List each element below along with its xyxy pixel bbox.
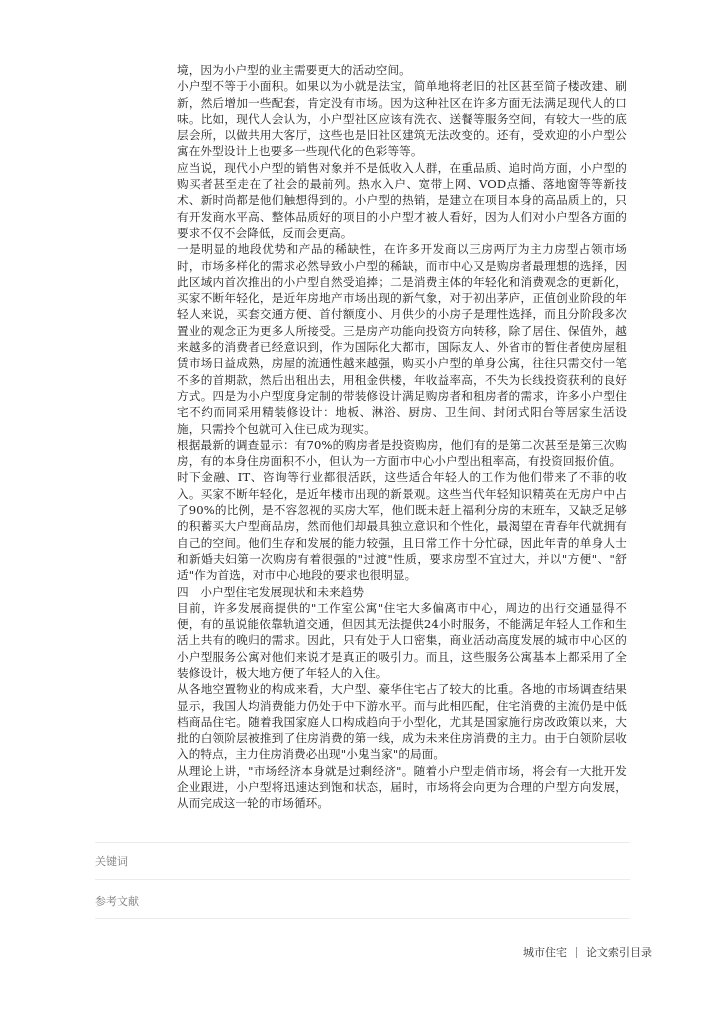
article-paragraph: 应当说，现代小户型的销售对象并不是低收入人群，在重品质、追时尚方面，小户型的购买者甚至走在了社会的最前列。热水入户、宽带上网、VOD点播、落地窗等等新技术、新时尚都是他们触想得到的。小户型的热销，是建立在项目本身的高品质上的，只有开发商水平高、整体品质好的项目的小户型才被人看好，因为人们对小户型各方面的要求不仅不会降低，反而会更高。: [177, 160, 627, 240]
divider-bottom: [95, 918, 630, 919]
divider-top: [95, 842, 630, 843]
divider-middle: [95, 879, 630, 880]
article-body: [177, 62, 627, 812]
article-paragraph: 从各地空置物业的构成来看，大户型、豪华住宅占了较大的比重。各地的市场调查结果显示，我国人均消费能力仍处于中下游水平。而与此相匹配，住宅消费的主流仍是中低档商品住宅。随着我国家庭人口构成趋向于小型化，尤其是国家施行房改政策以来，大批的白领阶层被推到了住房消费的第一线，成为未来住房消费的主力。由于白领阶层收入的特点，主力住房消费必出现"小鬼当家"的局面。: [177, 682, 627, 762]
article-paragraph: 根据最新的调查显示：有70%的购房者是投资购房，他们有的是第二次甚至是第三次购房，有的本身住房面积不小，但认为一方面市中心小户型出租率高，有投资回报价值。: [177, 437, 627, 469]
footer-separator: [576, 947, 577, 958]
paper-index-link[interactable]: 论文索引目录: [586, 946, 652, 959]
footer-navigation: [523, 944, 652, 960]
article-paragraph: 时下金融、IT、咨询等行业都很活跃，这些适合年轻人的工作为他们带来了不菲的收入。买家不断年轻化，是近年楼市出现的新景观。这些当代年轻知识精英在无房户中占了90%的比例，是不容忽视的买房大军，他们既未赶上福利分房的末班车，又缺乏足够的积蓄买大户型商品房，然而他们却最具独立意识和个性化，最渴望在青春年代就拥有自己的空间。他们生存和发展的能力较强，且日常工作十分忙碌，因此年青的单身人士和新婚夫妇第一次购房有着很强的"过渡"性质，要求房型不宜过大，并以"方便"、"舒适"作为首选，对市中心地段的要求也很明显。: [177, 470, 627, 583]
section-heading: 四 小户型住宅发展现状和未来趋势: [177, 584, 365, 599]
city-housing-link[interactable]: 城市住宅: [523, 946, 567, 959]
article-paragraph: 一是明显的地段优势和产品的稀缺性，在许多开发商以三房两厅为主力房型占领市场时，市场多样化的需求必然导致小户型的稀缺，而市中心又是购房者最理想的选择，因此区域内首次推出的小户型自然受追捧；二是消费主体的年轻化和消费观念的更新化，买家不断年轻化，是近年房地产市场出现的新气象，对于初出茅庐，正值创业阶段的年轻人来说，买套交通方便、首付额度小、月供少的小房子是理性选择，而且分阶段多次置业的观念正为更多人所接受。三是房产功能向投资方向转移，除了居住、保值外，越来越多的消费者已经意识到，作为国际化大都市，国际友人、外省市的暂住者使房屋租赁市场日益成熟，房屋的流通性越来越强，购买小户型的单身公寓，往往只需交付一笔不多的首期款，然后出租出去，用租金供楼，年收益率高，不失为长线投资获利的良好方式。四是为小户型度身定制的带装修设计满足购房者和租房者的需求，许多小户型住宅不约而同采用精装修设计：地板、淋浴、厨房、卫生间、封闭式阳台等居家生活设施，只需拎个包就可入住已成为现实。: [177, 242, 627, 436]
article-paragraph: 目前，许多发展商提供的"工作室公寓"住宅大多偏离市中心，周边的出行交通显得不便，有的虽说能依靠轨道交通，但因其无法提供24小时服务，不能满足年轻人工作和生活上共有的晚归的需求。因此，只有处于人口密集，商业活动高度发展的城市中心区的小户型服务公寓对他们来说才是真正的吸引力。而且，这些服务公寓基本上都采用了全装修设计，极大地方便了年轻人的入住。: [177, 600, 627, 680]
article-paragraph: 小户型不等于小面积。如果以为小就是法宝，简单地将老旧的社区甚至简子楼改建、刷新，然后增加一些配套，肯定没有市场。因为这种社区在许多方面无法满足现代人的口味。比如，现代人会认为，小户型社区应该有洗衣、送餐等服务空间，有较大一些的底层会所，以做共用大客厅，这些也是旧社区建筑无法改变的。还有，受欢迎的小户型公寓在外型设计上也要多一些现代化的色彩等等。: [177, 79, 627, 159]
references-label: 参考文献: [95, 895, 139, 908]
article-paragraph: 从理论上讲，"市场经济本身就是过剩经济"。随着小户型走俏市场，将会有一大批开发企业跟进，小户型将迅速达到饱和状态，届时，市场将会向更为合理的户型方向发展，从而完成这一轮的市场循环。: [177, 763, 627, 811]
article-paragraph: 境，因为小户型的业主需要更大的活动空间。: [177, 63, 411, 77]
keywords-label: 关键词: [95, 855, 128, 868]
